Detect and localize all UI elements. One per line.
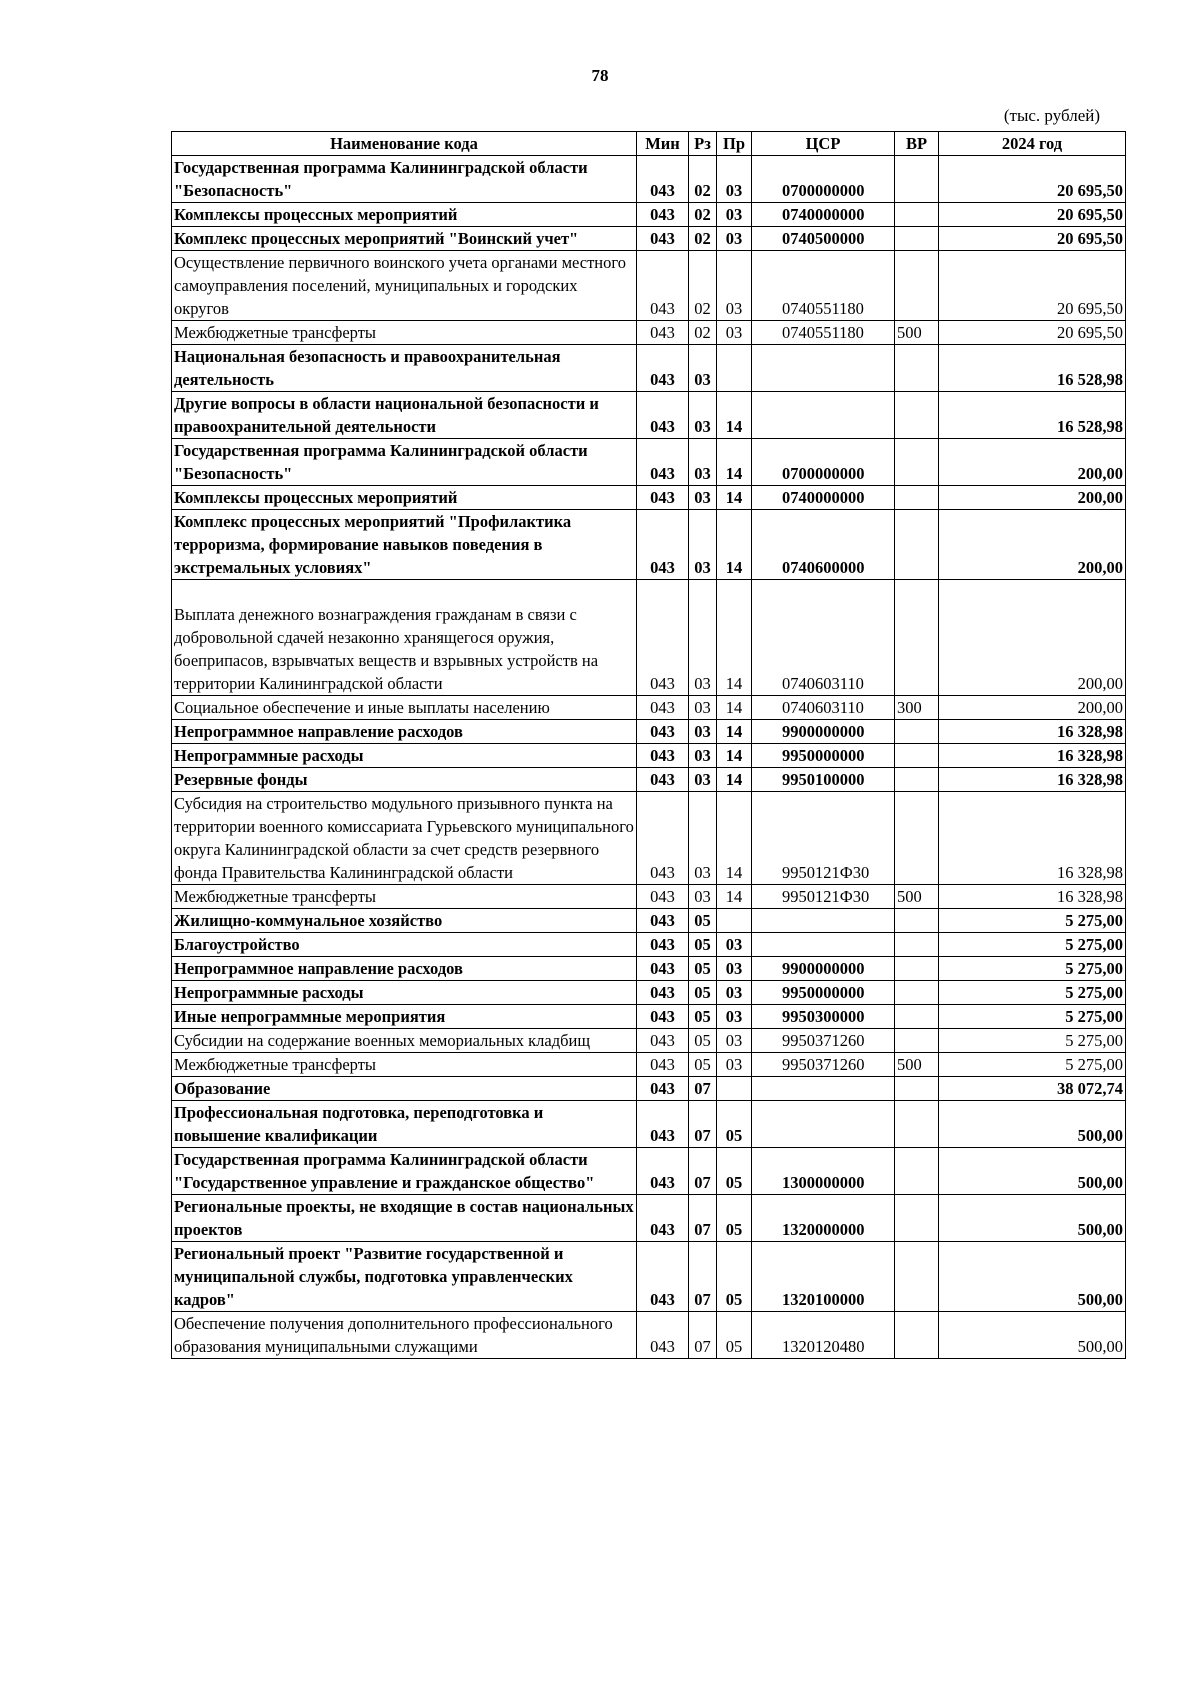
cell-sum: 16 528,98 bbox=[939, 392, 1126, 439]
cell-name: Непрограммное направление расходов bbox=[172, 720, 637, 744]
cell-min: 043 bbox=[637, 227, 689, 251]
table-row bbox=[172, 720, 1126, 744]
cell-pr: 14 bbox=[717, 720, 752, 744]
cell-csr: 0700000000 bbox=[752, 439, 895, 486]
cell-rz: 03 bbox=[689, 744, 717, 768]
header-sum: 2024 год bbox=[939, 132, 1126, 156]
cell-sum: 5 275,00 bbox=[939, 1053, 1126, 1077]
cell-vr bbox=[895, 1242, 939, 1312]
cell-min: 043 bbox=[637, 1312, 689, 1359]
cell-csr bbox=[752, 1077, 895, 1101]
cell-rz: 03 bbox=[689, 792, 717, 885]
cell-name: Обеспечение получения дополнительного профессионального образования муниципальными служащими bbox=[172, 1312, 637, 1359]
cell-sum: 200,00 bbox=[939, 486, 1126, 510]
cell-vr bbox=[895, 1148, 939, 1195]
cell-min: 043 bbox=[637, 696, 689, 720]
cell-pr: 03 bbox=[717, 203, 752, 227]
cell-csr: 0740000000 bbox=[752, 203, 895, 227]
cell-min: 043 bbox=[637, 1005, 689, 1029]
cell-rz: 07 bbox=[689, 1312, 717, 1359]
table-row bbox=[172, 251, 1126, 321]
cell-vr bbox=[895, 439, 939, 486]
cell-sum: 38 072,74 bbox=[939, 1077, 1126, 1101]
cell-min: 043 bbox=[637, 345, 689, 392]
cell-vr bbox=[895, 1077, 939, 1101]
cell-rz: 03 bbox=[689, 768, 717, 792]
table-row bbox=[172, 1148, 1126, 1195]
cell-sum: 5 275,00 bbox=[939, 933, 1126, 957]
cell-vr bbox=[895, 251, 939, 321]
cell-name: Благоустройство bbox=[172, 933, 637, 957]
cell-rz: 05 bbox=[689, 1029, 717, 1053]
cell-sum: 5 275,00 bbox=[939, 957, 1126, 981]
table-row bbox=[172, 885, 1126, 909]
table-row bbox=[172, 510, 1126, 580]
table-row bbox=[172, 1101, 1126, 1148]
cell-pr: 03 bbox=[717, 321, 752, 345]
table-row bbox=[172, 439, 1126, 486]
cell-pr: 14 bbox=[717, 885, 752, 909]
cell-pr: 14 bbox=[717, 696, 752, 720]
cell-pr: 14 bbox=[717, 510, 752, 580]
cell-vr bbox=[895, 1101, 939, 1148]
budget-table bbox=[171, 131, 1126, 1359]
cell-name: Резервные фонды bbox=[172, 768, 637, 792]
cell-min: 043 bbox=[637, 156, 689, 203]
cell-name: Профессиональная подготовка, переподготовка и повышение квалификации bbox=[172, 1101, 637, 1148]
table-row bbox=[172, 981, 1126, 1005]
cell-rz: 05 bbox=[689, 933, 717, 957]
cell-rz: 03 bbox=[689, 392, 717, 439]
cell-rz: 03 bbox=[689, 580, 717, 696]
cell-rz: 05 bbox=[689, 1005, 717, 1029]
cell-min: 043 bbox=[637, 510, 689, 580]
cell-name: Комплексы процессных мероприятий bbox=[172, 203, 637, 227]
cell-csr: 9950000000 bbox=[752, 744, 895, 768]
cell-pr: 05 bbox=[717, 1101, 752, 1148]
cell-pr: 14 bbox=[717, 792, 752, 885]
header-rz: Рз bbox=[689, 132, 717, 156]
cell-sum: 500,00 bbox=[939, 1101, 1126, 1148]
cell-pr: 03 bbox=[717, 227, 752, 251]
cell-csr bbox=[752, 909, 895, 933]
cell-pr: 03 bbox=[717, 957, 752, 981]
table-row bbox=[172, 1195, 1126, 1242]
cell-rz: 03 bbox=[689, 720, 717, 744]
cell-sum: 5 275,00 bbox=[939, 1005, 1126, 1029]
cell-min: 043 bbox=[637, 1077, 689, 1101]
cell-pr: 03 bbox=[717, 1005, 752, 1029]
cell-csr: 0740500000 bbox=[752, 227, 895, 251]
cell-rz: 03 bbox=[689, 345, 717, 392]
cell-sum: 20 695,50 bbox=[939, 251, 1126, 321]
cell-vr bbox=[895, 1029, 939, 1053]
cell-pr: 14 bbox=[717, 486, 752, 510]
cell-rz: 05 bbox=[689, 1053, 717, 1077]
cell-sum: 20 695,50 bbox=[939, 227, 1126, 251]
cell-csr: 9950300000 bbox=[752, 1005, 895, 1029]
cell-pr: 03 bbox=[717, 981, 752, 1005]
cell-pr bbox=[717, 1077, 752, 1101]
table-row bbox=[172, 1005, 1126, 1029]
cell-min: 043 bbox=[637, 580, 689, 696]
cell-sum: 500,00 bbox=[939, 1148, 1126, 1195]
table-row bbox=[172, 1053, 1126, 1077]
cell-rz: 02 bbox=[689, 156, 717, 203]
table-row bbox=[172, 696, 1126, 720]
cell-name: Региональные проекты, не входящие в состав национальных проектов bbox=[172, 1195, 637, 1242]
cell-rz: 07 bbox=[689, 1101, 717, 1148]
cell-name: Межбюджетные трансферты bbox=[172, 885, 637, 909]
cell-pr: 03 bbox=[717, 251, 752, 321]
cell-vr bbox=[895, 580, 939, 696]
cell-rz: 02 bbox=[689, 203, 717, 227]
cell-rz: 02 bbox=[689, 227, 717, 251]
cell-sum: 16 328,98 bbox=[939, 744, 1126, 768]
cell-csr: 0700000000 bbox=[752, 156, 895, 203]
cell-name: Комплекс процессных мероприятий "Воинский учет" bbox=[172, 227, 637, 251]
units-label: (тыс. рублей) bbox=[1003, 106, 1100, 125]
cell-vr bbox=[895, 957, 939, 981]
cell-pr: 14 bbox=[717, 744, 752, 768]
table-row bbox=[172, 321, 1126, 345]
cell-name: Государственная программа Калининградской области "Государственное управление и гражданское общество" bbox=[172, 1148, 637, 1195]
cell-rz: 03 bbox=[689, 510, 717, 580]
cell-csr: 0740600000 bbox=[752, 510, 895, 580]
cell-sum: 500,00 bbox=[939, 1242, 1126, 1312]
cell-min: 043 bbox=[637, 439, 689, 486]
cell-sum: 5 275,00 bbox=[939, 1029, 1126, 1053]
cell-pr: 05 bbox=[717, 1148, 752, 1195]
header-name: Наименование кода bbox=[172, 132, 637, 156]
cell-csr: 0740000000 bbox=[752, 486, 895, 510]
cell-csr bbox=[752, 392, 895, 439]
cell-vr bbox=[895, 345, 939, 392]
cell-pr: 05 bbox=[717, 1242, 752, 1312]
cell-min: 043 bbox=[637, 720, 689, 744]
cell-rz: 03 bbox=[689, 696, 717, 720]
cell-min: 043 bbox=[637, 885, 689, 909]
cell-sum: 200,00 bbox=[939, 580, 1126, 696]
table-row bbox=[172, 486, 1126, 510]
table-row bbox=[172, 1029, 1126, 1053]
table-row bbox=[172, 345, 1126, 392]
table-row bbox=[172, 1312, 1126, 1359]
cell-pr: 03 bbox=[717, 156, 752, 203]
cell-vr bbox=[895, 768, 939, 792]
cell-sum: 16 328,98 bbox=[939, 720, 1126, 744]
cell-min: 043 bbox=[637, 1148, 689, 1195]
table-row bbox=[172, 203, 1126, 227]
cell-name: Межбюджетные трансферты bbox=[172, 321, 637, 345]
cell-sum: 16 328,98 bbox=[939, 885, 1126, 909]
cell-name: Жилищно-коммунальное хозяйство bbox=[172, 909, 637, 933]
cell-pr: 05 bbox=[717, 1195, 752, 1242]
cell-name: Выплата денежного вознаграждения гражданам в связи с добровольной сдачей незаконно хранящегося оружия, боеприпасов, взрывчатых веществ и взрывных устройств на территории Калининградской области bbox=[172, 580, 637, 696]
table-row bbox=[172, 792, 1126, 885]
cell-vr bbox=[895, 392, 939, 439]
cell-pr: 14 bbox=[717, 439, 752, 486]
cell-sum: 16 528,98 bbox=[939, 345, 1126, 392]
cell-csr: 1320000000 bbox=[752, 1195, 895, 1242]
cell-vr bbox=[895, 1312, 939, 1359]
cell-vr bbox=[895, 486, 939, 510]
cell-sum: 16 328,98 bbox=[939, 768, 1126, 792]
cell-rz: 03 bbox=[689, 486, 717, 510]
cell-csr: 9950371260 bbox=[752, 1029, 895, 1053]
cell-sum: 20 695,50 bbox=[939, 203, 1126, 227]
cell-vr bbox=[895, 156, 939, 203]
cell-name: Национальная безопасность и правоохранительная деятельность bbox=[172, 345, 637, 392]
cell-min: 043 bbox=[637, 933, 689, 957]
cell-rz: 05 bbox=[689, 981, 717, 1005]
cell-rz: 03 bbox=[689, 439, 717, 486]
cell-min: 043 bbox=[637, 1101, 689, 1148]
cell-sum: 200,00 bbox=[939, 696, 1126, 720]
cell-vr bbox=[895, 1005, 939, 1029]
cell-name: Государственная программа Калининградской области "Безопасность" bbox=[172, 439, 637, 486]
cell-sum: 5 275,00 bbox=[939, 981, 1126, 1005]
cell-name: Иные непрограммные мероприятия bbox=[172, 1005, 637, 1029]
cell-sum: 200,00 bbox=[939, 510, 1126, 580]
cell-pr: 03 bbox=[717, 933, 752, 957]
cell-sum: 20 695,50 bbox=[939, 321, 1126, 345]
cell-vr bbox=[895, 227, 939, 251]
cell-csr: 0740551180 bbox=[752, 321, 895, 345]
cell-min: 043 bbox=[637, 1195, 689, 1242]
cell-sum: 5 275,00 bbox=[939, 909, 1126, 933]
header-vr: ВР bbox=[895, 132, 939, 156]
header-pr: Пр bbox=[717, 132, 752, 156]
cell-csr bbox=[752, 1101, 895, 1148]
cell-sum: 500,00 bbox=[939, 1312, 1126, 1359]
cell-csr: 0740603110 bbox=[752, 696, 895, 720]
cell-rz: 07 bbox=[689, 1195, 717, 1242]
cell-rz: 07 bbox=[689, 1077, 717, 1101]
cell-rz: 03 bbox=[689, 885, 717, 909]
cell-min: 043 bbox=[637, 909, 689, 933]
cell-name: Непрограммные расходы bbox=[172, 744, 637, 768]
cell-name: Образование bbox=[172, 1077, 637, 1101]
cell-pr: 14 bbox=[717, 392, 752, 439]
cell-pr bbox=[717, 345, 752, 392]
cell-min: 043 bbox=[637, 251, 689, 321]
cell-csr: 9950121Ф30 bbox=[752, 792, 895, 885]
cell-min: 043 bbox=[637, 957, 689, 981]
cell-min: 043 bbox=[637, 768, 689, 792]
cell-csr: 9950121Ф30 bbox=[752, 885, 895, 909]
header-min: Мин bbox=[637, 132, 689, 156]
table-row bbox=[172, 156, 1126, 203]
cell-min: 043 bbox=[637, 981, 689, 1005]
cell-rz: 07 bbox=[689, 1242, 717, 1312]
cell-csr bbox=[752, 933, 895, 957]
cell-csr: 1320100000 bbox=[752, 1242, 895, 1312]
cell-pr bbox=[717, 909, 752, 933]
table-row bbox=[172, 227, 1126, 251]
cell-name: Непрограммные расходы bbox=[172, 981, 637, 1005]
table-header-row bbox=[172, 132, 1126, 156]
cell-min: 043 bbox=[637, 1242, 689, 1312]
cell-name: Другие вопросы в области национальной безопасности и правоохранительной деятельности bbox=[172, 392, 637, 439]
table-row bbox=[172, 392, 1126, 439]
cell-vr: 300 bbox=[895, 696, 939, 720]
cell-sum: 16 328,98 bbox=[939, 792, 1126, 885]
cell-pr: 05 bbox=[717, 1312, 752, 1359]
cell-rz: 05 bbox=[689, 957, 717, 981]
cell-csr: 9950371260 bbox=[752, 1053, 895, 1077]
cell-min: 043 bbox=[637, 321, 689, 345]
cell-vr bbox=[895, 744, 939, 768]
table-row bbox=[172, 580, 1126, 696]
table-row bbox=[172, 768, 1126, 792]
cell-csr: 9900000000 bbox=[752, 720, 895, 744]
cell-csr: 1320120480 bbox=[752, 1312, 895, 1359]
cell-name: Региональный проект "Развитие государственной и муниципальной службы, подготовка управленческих кадров" bbox=[172, 1242, 637, 1312]
cell-name: Осуществление первичного воинского учета органами местного самоуправления поселений, муниципальных и городских округов bbox=[172, 251, 637, 321]
cell-pr: 14 bbox=[717, 580, 752, 696]
table-row bbox=[172, 1242, 1126, 1312]
header-csr: ЦСР bbox=[752, 132, 895, 156]
cell-name: Комплексы процессных мероприятий bbox=[172, 486, 637, 510]
cell-vr bbox=[895, 720, 939, 744]
cell-sum: 20 695,50 bbox=[939, 156, 1126, 203]
cell-vr: 500 bbox=[895, 885, 939, 909]
cell-pr: 03 bbox=[717, 1029, 752, 1053]
cell-name: Субсидии на содержание военных мемориальных кладбищ bbox=[172, 1029, 637, 1053]
cell-csr: 0740603110 bbox=[752, 580, 895, 696]
cell-csr: 1300000000 bbox=[752, 1148, 895, 1195]
cell-name: Государственная программа Калининградской области "Безопасность" bbox=[172, 156, 637, 203]
cell-min: 043 bbox=[637, 744, 689, 768]
cell-sum: 200,00 bbox=[939, 439, 1126, 486]
cell-min: 043 bbox=[637, 1053, 689, 1077]
cell-rz: 05 bbox=[689, 909, 717, 933]
cell-pr: 14 bbox=[717, 768, 752, 792]
table-row bbox=[172, 1077, 1126, 1101]
table-row bbox=[172, 957, 1126, 981]
cell-min: 043 bbox=[637, 486, 689, 510]
cell-csr: 9950100000 bbox=[752, 768, 895, 792]
cell-vr bbox=[895, 510, 939, 580]
cell-name: Непрограммное направление расходов bbox=[172, 957, 637, 981]
table-row bbox=[172, 744, 1126, 768]
cell-csr: 0740551180 bbox=[752, 251, 895, 321]
cell-vr bbox=[895, 792, 939, 885]
cell-vr: 500 bbox=[895, 321, 939, 345]
cell-csr bbox=[752, 345, 895, 392]
cell-name: Субсидия на строительство модульного призывного пункта на территории военного комиссариата Гурьевского муниципального округа Калининградской области за счет средств резервного фонда Правительства Калининградской области bbox=[172, 792, 637, 885]
cell-csr: 9900000000 bbox=[752, 957, 895, 981]
cell-csr: 9950000000 bbox=[752, 981, 895, 1005]
cell-name: Социальное обеспечение и иные выплаты населению bbox=[172, 696, 637, 720]
table-row bbox=[172, 909, 1126, 933]
cell-vr bbox=[895, 1195, 939, 1242]
cell-vr bbox=[895, 203, 939, 227]
cell-vr: 500 bbox=[895, 1053, 939, 1077]
cell-rz: 02 bbox=[689, 321, 717, 345]
cell-name: Комплекс процессных мероприятий "Профилактика терроризма, формирование навыков поведения в экстремальных условиях" bbox=[172, 510, 637, 580]
cell-min: 043 bbox=[637, 792, 689, 885]
cell-min: 043 bbox=[637, 1029, 689, 1053]
cell-min: 043 bbox=[637, 392, 689, 439]
cell-rz: 07 bbox=[689, 1148, 717, 1195]
cell-sum: 500,00 bbox=[939, 1195, 1126, 1242]
cell-vr bbox=[895, 981, 939, 1005]
cell-rz: 02 bbox=[689, 251, 717, 321]
cell-min: 043 bbox=[637, 203, 689, 227]
cell-pr: 03 bbox=[717, 1053, 752, 1077]
page-number: 78 bbox=[591, 66, 609, 85]
cell-vr bbox=[895, 909, 939, 933]
cell-name: Межбюджетные трансферты bbox=[172, 1053, 637, 1077]
cell-vr bbox=[895, 933, 939, 957]
table-row bbox=[172, 933, 1126, 957]
